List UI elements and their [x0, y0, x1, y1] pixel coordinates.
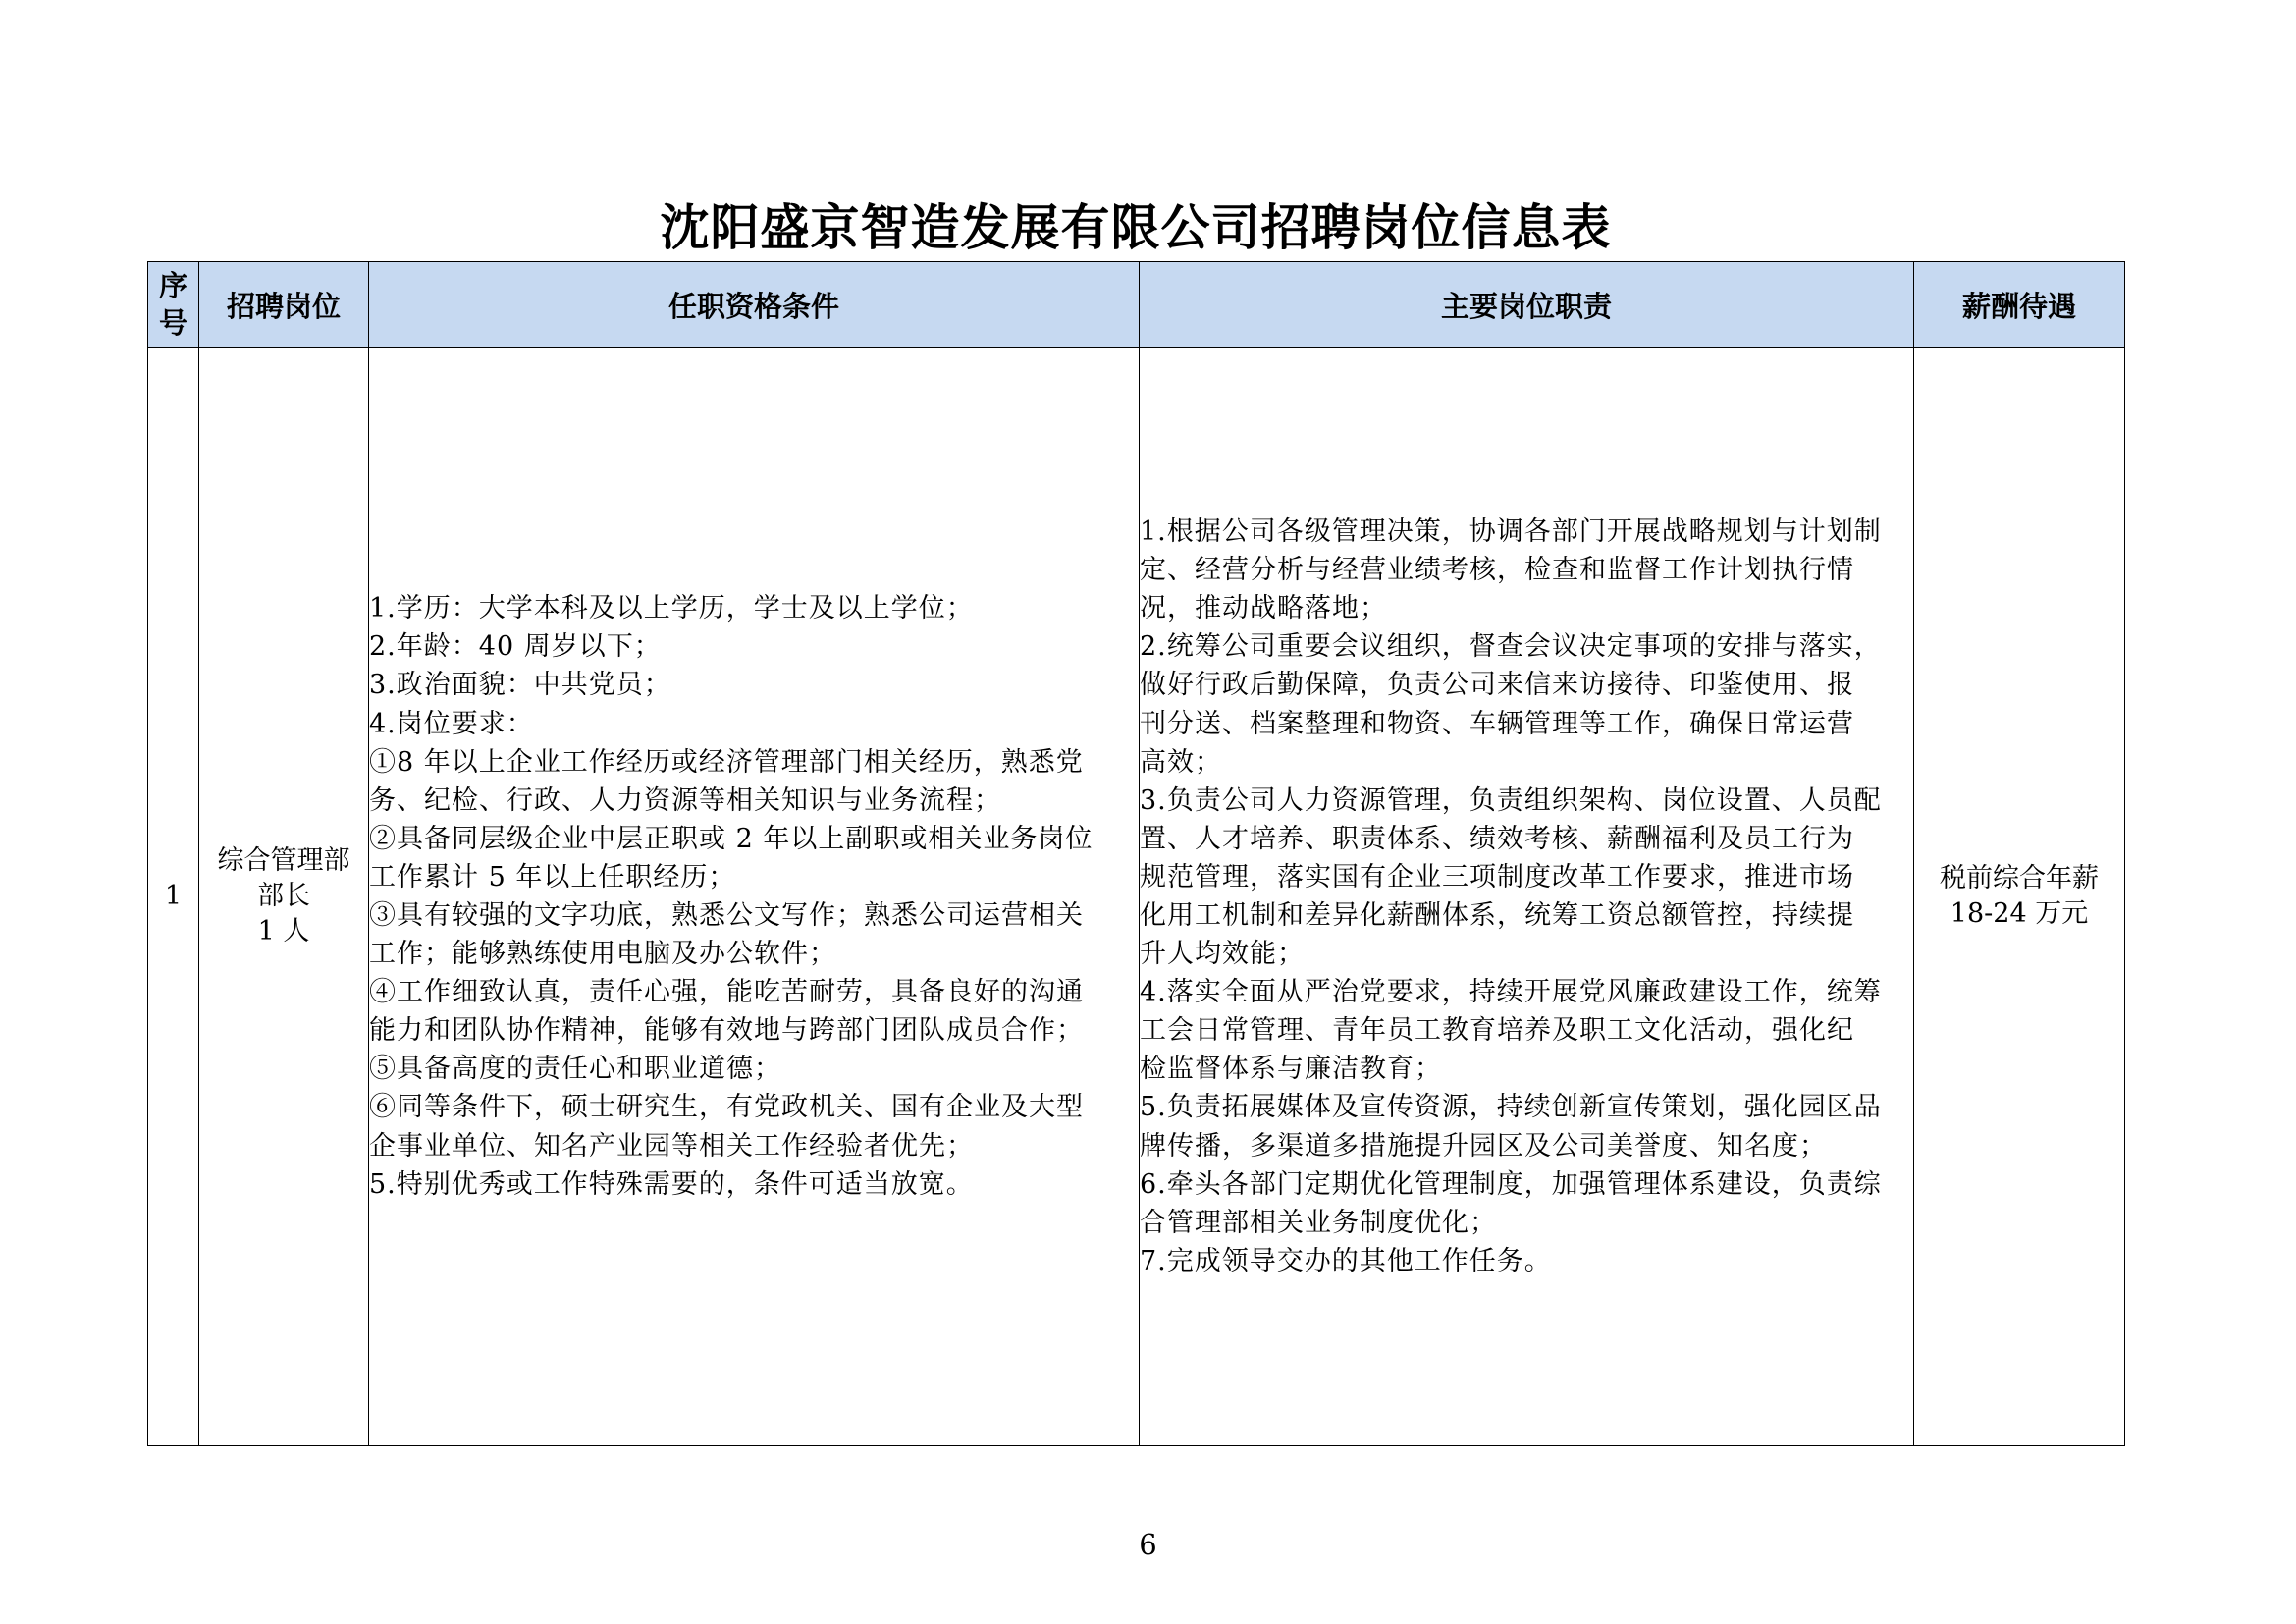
qualification-line: ④工作细致认真，责任心强，能吃苦耐劳，具备良好的沟通 [369, 977, 1084, 1008]
duty-line: 检监督体系与廉洁教育； [1140, 1054, 1442, 1085]
qualification-line: 能力和团队协作精神，能够有效地与跨部门团队成员合作； [369, 1015, 1084, 1047]
qualification-line: ⑥同等条件下，硕士研究生，有党政机关、国有企业及大型 [369, 1092, 1084, 1123]
salary-line: 税前综合年薪 [1940, 863, 2099, 893]
recruitment-table [147, 261, 2125, 1446]
header-salary: 薪酬待遇 [1914, 262, 2125, 348]
header-qualifications: 任职资格条件 [369, 262, 1140, 348]
cell-duties [1140, 348, 1914, 1446]
qualification-line: ⑤具备高度的责任心和职业道德； [369, 1054, 781, 1085]
qualification-line: 5.特别优秀或工作特殊需要的，条件可适当放宽。 [369, 1168, 974, 1200]
table-row [148, 348, 2125, 1446]
cell-position [199, 348, 369, 1446]
page-title: 沈阳盛京智造发展有限公司招聘岗位信息表 [660, 198, 1612, 256]
duty-line: 工会日常管理、青年员工教育培养及职工文化活动，强化纪 [1140, 1015, 1854, 1047]
qualification-line: ②具备同层级企业中层正职或 2 年以上副职或相关业务岗位 [369, 823, 1094, 854]
header-serial-line-2: 号 [158, 306, 187, 340]
table-header-row [148, 262, 2125, 348]
duty-line: 1.根据公司各级管理决策，协调各部门开展战略规划与计划制 [1140, 516, 1882, 548]
cell-salary [1914, 348, 2125, 1446]
cell-qualifications [369, 348, 1140, 1446]
page-number: 6 [1139, 1528, 1157, 1561]
qualification-line: 企事业单位、知名产业园等相关工作经验者优先； [369, 1130, 974, 1162]
duty-line: 5.负责拓展媒体及宣传资源，持续创新宣传策划，强化园区品 [1140, 1092, 1882, 1123]
duty-line: 3.负责公司人力资源管理，负责组织架构、岗位设置、人员配 [1140, 785, 1882, 816]
qualification-line: ③具有较强的文字功底，熟悉公文写作；熟悉公司运营相关 [369, 900, 1084, 931]
qualification-line: ①8 年以上企业工作经历或经济管理部门相关经历，熟悉党 [369, 746, 1084, 778]
duty-line: 置、人才培养、职责体系、绩效考核、薪酬福利及员工行为 [1140, 823, 1854, 854]
qualification-line: 工作累计 5 年以上任职经历； [369, 861, 736, 893]
header-position: 招聘岗位 [199, 262, 369, 348]
header-serial-line-1: 序 [158, 269, 187, 302]
duty-line: 高效； [1140, 746, 1222, 778]
cell-serial-number: 1 [148, 348, 199, 1446]
duty-line: 刊分送、档案整理和物资、车辆管理等工作，确保日常运营 [1140, 708, 1854, 739]
qualification-line: 4.岗位要求： [369, 708, 534, 739]
header-duties: 主要岗位职责 [1140, 262, 1914, 348]
duty-line: 化用工机制和差异化薪酬体系，统筹工资总额管控，持续提 [1140, 900, 1854, 931]
duty-line: 4.落实全面从严治党要求，持续开展党风廉政建设工作，统筹 [1140, 977, 1882, 1008]
duty-line: 规范管理，落实国有企业三项制度改革工作要求，推进市场 [1140, 861, 1854, 893]
duty-line: 升人均效能； [1140, 939, 1305, 970]
duty-line: 7.完成领导交办的其他工作任务。 [1140, 1245, 1552, 1276]
header-serial-number [148, 262, 199, 348]
position-line: 部长 [257, 881, 310, 911]
duty-line: 况，推动战略落地； [1140, 593, 1387, 624]
qualification-line: 工作；能够熟练使用电脑及办公软件； [369, 939, 836, 970]
qualification-line: 务、纪检、行政、人力资源等相关知识与业务流程； [369, 785, 1001, 816]
position-line: 综合管理部 [217, 845, 350, 876]
qualification-line: 1.学历：大学本科及以上学历，学士及以上学位； [369, 593, 974, 624]
qualification-line: 3.政治面貌：中共党员； [369, 670, 671, 701]
duty-line: 2.统筹公司重要会议组织，督查会议决定事项的安排与落实， [1140, 631, 1882, 663]
duty-line: 牌传播，多渠道多措施提升园区及公司美誉度、知名度； [1140, 1130, 1827, 1162]
duty-line: 做好行政后勤保障，负责公司来信来访接待、印鉴使用、报 [1140, 670, 1854, 701]
duty-line: 合管理部相关业务制度优化； [1140, 1207, 1497, 1238]
position-line: 1 人 [257, 916, 310, 947]
duty-line: 定、经营分析与经营业绩考核，检查和监督工作计划执行情 [1140, 555, 1854, 586]
qualification-line: 2.年龄：40 周岁以下； [369, 631, 662, 663]
duty-line: 6.牵头各部门定期优化管理制度，加强管理体系建设，负责综 [1140, 1168, 1882, 1200]
salary-line: 18-24 万元 [1949, 898, 2089, 929]
